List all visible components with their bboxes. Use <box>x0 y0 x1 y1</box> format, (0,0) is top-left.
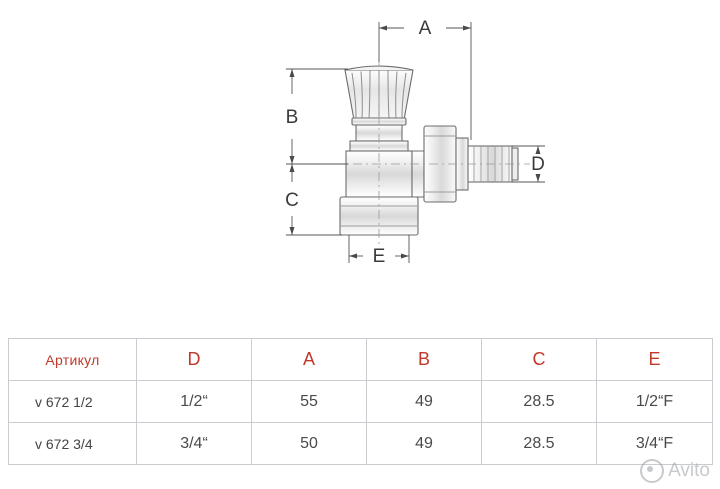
column-header-e: E <box>597 339 713 381</box>
cell-c: 28.5 <box>482 381 597 423</box>
valve-body-illustration <box>340 66 518 235</box>
avito-logo-icon <box>640 459 664 483</box>
column-header-c: C <box>482 339 597 381</box>
column-header-a: A <box>252 339 367 381</box>
dimension-label-B: B <box>285 107 299 128</box>
column-header-d: D <box>137 339 252 381</box>
dimension-label-A: A <box>418 18 432 39</box>
table-row <box>9 423 713 465</box>
column-header-b: B <box>367 339 482 381</box>
dimension-label-C: C <box>285 190 299 211</box>
cell-d: 3/4“ <box>137 423 252 465</box>
dimension-label-E: E <box>372 246 386 267</box>
avito-watermark <box>640 459 710 483</box>
cell-e: 1/2“F <box>597 381 713 423</box>
table-header-row <box>9 339 713 381</box>
cell-d: 1/2“ <box>137 381 252 423</box>
column-header-article: Артикул <box>9 339 137 381</box>
cell-article: v 672 1/2 <box>9 381 137 423</box>
cell-b: 49 <box>367 423 482 465</box>
specification-table <box>8 338 713 465</box>
watermark-label: Avito <box>668 460 710 481</box>
cell-b: 49 <box>367 381 482 423</box>
cell-article: v 672 3/4 <box>9 423 137 465</box>
dimension-label-D: D <box>531 154 545 175</box>
cell-c: 28.5 <box>482 423 597 465</box>
cell-e: 3/4“F <box>597 423 713 465</box>
cell-a: 50 <box>252 423 367 465</box>
cell-a: 55 <box>252 381 367 423</box>
table-row <box>9 381 713 423</box>
